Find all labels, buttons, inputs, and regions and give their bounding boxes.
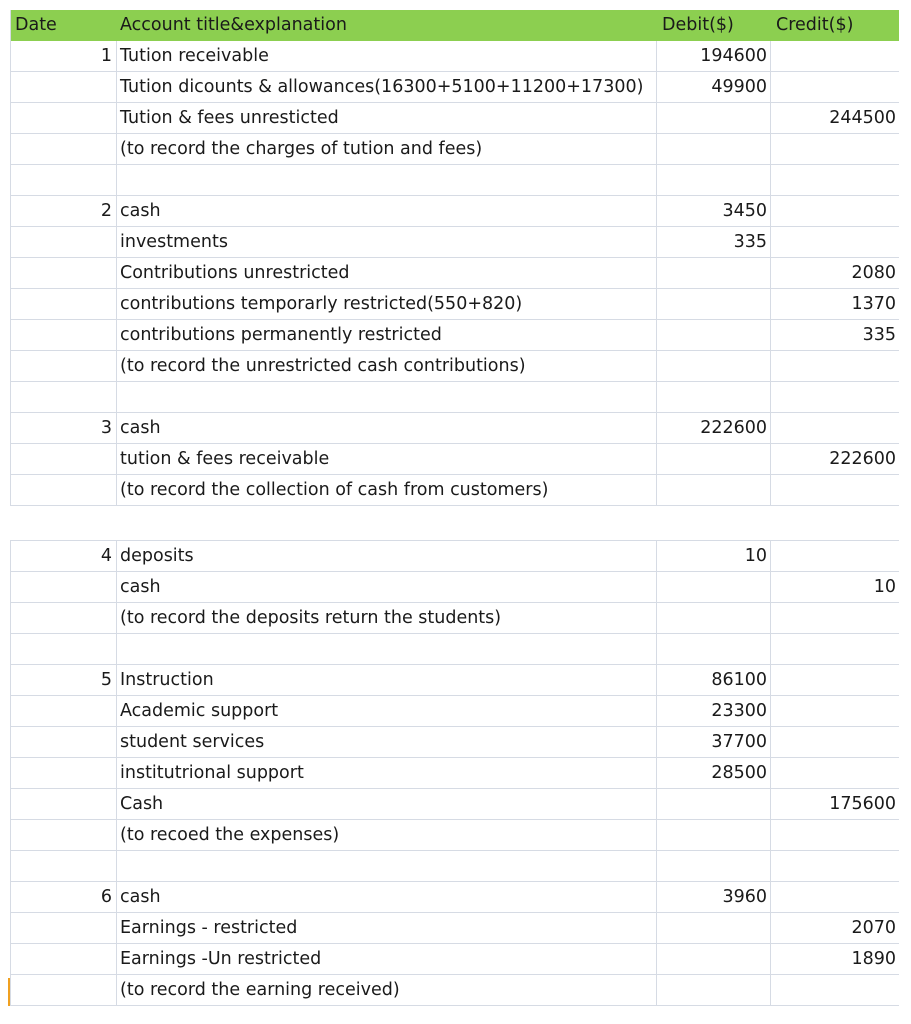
- cell-debit[interactable]: [657, 634, 771, 664]
- cell-debit[interactable]: [657, 975, 771, 1005]
- cell-date[interactable]: [11, 758, 117, 788]
- table-row: [11, 41, 899, 72]
- cell-credit[interactable]: [771, 820, 899, 850]
- cell-account-title[interactable]: cash: [117, 882, 657, 912]
- cell-account-title[interactable]: Tution dicounts & allowances(16300+5100+11200+17300): [117, 72, 657, 102]
- cell-date[interactable]: 1: [11, 41, 117, 71]
- cell-debit[interactable]: 10: [657, 541, 771, 571]
- table-row: [11, 572, 899, 603]
- cell-credit[interactable]: [771, 696, 899, 726]
- table-row: [11, 696, 899, 727]
- table-row: [11, 289, 899, 320]
- cell-account-title[interactable]: (to recoed the expenses): [117, 820, 657, 850]
- table-row: [11, 665, 899, 696]
- cell-credit[interactable]: [771, 634, 899, 664]
- cell-date[interactable]: [11, 975, 117, 1005]
- cell-credit[interactable]: 1890: [851, 949, 896, 969]
- cell-credit[interactable]: [771, 165, 899, 195]
- cell-account-title[interactable]: tution & fees receivable: [117, 444, 657, 474]
- table-row: [11, 444, 899, 475]
- cell-account-title[interactable]: cash: [117, 572, 657, 602]
- table-row: [11, 727, 899, 758]
- header-credit[interactable]: Credit($): [776, 15, 854, 35]
- cell-account-title[interactable]: Instruction: [117, 665, 657, 695]
- cell-account-title[interactable]: (to record the collection of cash from customers): [117, 475, 657, 505]
- cell-account-title[interactable]: [117, 165, 657, 195]
- cell-credit[interactable]: 1370: [851, 294, 896, 314]
- cell-date[interactable]: 2: [11, 196, 117, 226]
- cell-debit[interactable]: 3960: [657, 882, 771, 912]
- cell-credit[interactable]: [771, 975, 899, 1005]
- cell-account-title[interactable]: institutrional support: [117, 758, 657, 788]
- cell-account-title[interactable]: Tution & fees unresticted: [117, 103, 657, 133]
- cell-credit[interactable]: [771, 665, 899, 695]
- cell-date[interactable]: [11, 634, 117, 664]
- cell-credit[interactable]: [771, 227, 899, 257]
- cell-debit[interactable]: [657, 603, 771, 633]
- table-row: [11, 603, 899, 634]
- cell-date[interactable]: 5: [11, 665, 117, 695]
- cell-date[interactable]: [11, 913, 117, 943]
- table-row: [11, 541, 899, 572]
- cell-account-title[interactable]: contributions permanently restricted: [117, 320, 657, 350]
- header-account-title[interactable]: Account title&explanation: [120, 15, 347, 35]
- cell-credit[interactable]: 244500: [829, 108, 896, 128]
- cell-debit[interactable]: [657, 913, 771, 943]
- cell-date[interactable]: 6: [11, 882, 117, 912]
- cell-account-title[interactable]: contributions temporarly restricted(550+820): [117, 289, 657, 319]
- cell-debit[interactable]: [657, 134, 771, 164]
- sheet-gap: [0, 511, 911, 539]
- cell-credit[interactable]: [771, 851, 899, 881]
- table-row: [11, 944, 899, 975]
- cell-date[interactable]: [11, 72, 117, 102]
- cell-account-title[interactable]: deposits: [117, 541, 657, 571]
- cell-debit[interactable]: [657, 103, 771, 133]
- cell-debit[interactable]: 28500: [657, 758, 771, 788]
- cell-credit[interactable]: [771, 541, 899, 571]
- cell-debit[interactable]: [657, 820, 771, 850]
- cell-debit[interactable]: 86100: [657, 665, 771, 695]
- cell-account-title[interactable]: [117, 851, 657, 881]
- cell-account-title[interactable]: student services: [117, 727, 657, 757]
- cell-debit[interactable]: [657, 789, 771, 819]
- table-row: [11, 758, 899, 789]
- cell-date[interactable]: [11, 572, 117, 602]
- cell-debit[interactable]: 335: [657, 227, 771, 257]
- cell-date[interactable]: [11, 603, 117, 633]
- journal-table-bottom: [10, 540, 899, 1006]
- cell-credit[interactable]: [771, 72, 899, 102]
- table-row: [11, 320, 899, 351]
- cell-date[interactable]: [11, 444, 117, 474]
- cell-account-title[interactable]: (to record the charges of tution and fees): [117, 134, 657, 164]
- cell-credit[interactable]: [771, 758, 899, 788]
- cell-account-title[interactable]: (to record the deposits return the students): [117, 603, 657, 633]
- cell-credit[interactable]: [771, 196, 899, 226]
- cell-credit[interactable]: [771, 727, 899, 757]
- cell-debit[interactable]: 37700: [657, 727, 771, 757]
- table-row: [11, 351, 899, 382]
- cell-account-title[interactable]: cash: [117, 413, 657, 443]
- cell-credit[interactable]: 222600: [829, 449, 896, 469]
- cell-date[interactable]: [11, 851, 117, 881]
- cell-account-title[interactable]: (to record the unrestricted cash contributions): [117, 351, 657, 381]
- cell-date[interactable]: [11, 227, 117, 257]
- cell-debit[interactable]: [657, 444, 771, 474]
- table-row: [11, 165, 899, 196]
- header-debit[interactable]: Debit($): [662, 15, 734, 35]
- cell-account-title[interactable]: [117, 634, 657, 664]
- table-row: [11, 475, 899, 506]
- table-row: [11, 913, 899, 944]
- cell-date[interactable]: [11, 258, 117, 288]
- table-row: [11, 882, 899, 913]
- cell-date[interactable]: [11, 475, 117, 505]
- cell-date[interactable]: [11, 103, 117, 133]
- cell-account-title[interactable]: Academic support: [117, 696, 657, 726]
- row-selection-marker: [8, 978, 10, 1006]
- cell-date[interactable]: [11, 134, 117, 164]
- cell-date[interactable]: 4: [11, 541, 117, 571]
- cell-account-title[interactable]: investments: [117, 227, 657, 257]
- header-row: [11, 10, 899, 41]
- cell-debit[interactable]: 3450: [657, 196, 771, 226]
- cell-credit[interactable]: 2080: [851, 263, 896, 283]
- table-row: [11, 413, 899, 444]
- cell-debit[interactable]: [657, 320, 771, 350]
- cell-credit[interactable]: [771, 882, 899, 912]
- cell-date[interactable]: [11, 820, 117, 850]
- cell-credit[interactable]: 10: [873, 577, 896, 597]
- cell-date[interactable]: [11, 165, 117, 195]
- cell-debit[interactable]: [657, 382, 771, 412]
- cell-debit[interactable]: [657, 351, 771, 381]
- cell-date[interactable]: [11, 789, 117, 819]
- cell-debit[interactable]: [657, 572, 771, 602]
- cell-credit[interactable]: [771, 475, 899, 505]
- cell-credit[interactable]: [771, 603, 899, 633]
- cell-account-title[interactable]: [117, 382, 657, 412]
- cell-date[interactable]: [11, 944, 117, 974]
- cell-credit[interactable]: [771, 41, 899, 71]
- cell-credit[interactable]: 175600: [829, 794, 896, 814]
- cell-date[interactable]: [11, 289, 117, 319]
- cell-debit[interactable]: [657, 944, 771, 974]
- cell-credit[interactable]: [771, 382, 899, 412]
- cell-date[interactable]: [11, 320, 117, 350]
- cell-date[interactable]: [11, 696, 117, 726]
- cell-debit[interactable]: [657, 289, 771, 319]
- cell-account-title[interactable]: Contributions unrestricted: [117, 258, 657, 288]
- cell-date[interactable]: [11, 727, 117, 757]
- table-row: [11, 134, 899, 165]
- table-row: [11, 851, 899, 882]
- cell-date[interactable]: [11, 382, 117, 412]
- cell-debit[interactable]: 49900: [657, 72, 771, 102]
- cell-account-title[interactable]: cash: [117, 196, 657, 226]
- cell-credit[interactable]: [771, 351, 899, 381]
- journal-table-top: [10, 10, 899, 506]
- cell-debit[interactable]: [657, 851, 771, 881]
- table-row: [11, 789, 899, 820]
- table-row: [11, 975, 899, 1006]
- cell-account-title[interactable]: (to record the earning received): [117, 975, 657, 1005]
- cell-credit[interactable]: [771, 413, 899, 443]
- table-row: [11, 634, 899, 665]
- table-row: [11, 382, 899, 413]
- header-date[interactable]: Date: [15, 15, 57, 35]
- table-row: [11, 258, 899, 289]
- cell-debit[interactable]: 23300: [657, 696, 771, 726]
- cell-date[interactable]: [11, 351, 117, 381]
- cell-credit[interactable]: 2070: [851, 918, 896, 938]
- cell-credit[interactable]: [771, 134, 899, 164]
- cell-debit[interactable]: [657, 165, 771, 195]
- table-row: [11, 196, 899, 227]
- cell-credit[interactable]: 335: [862, 325, 896, 345]
- cell-debit[interactable]: [657, 258, 771, 288]
- table-row: [11, 227, 899, 258]
- cell-account-title[interactable]: Earnings - restricted: [117, 913, 657, 943]
- cell-account-title[interactable]: Earnings -Un restricted: [117, 944, 657, 974]
- cell-date[interactable]: 3: [11, 413, 117, 443]
- cell-debit[interactable]: 222600: [657, 413, 771, 443]
- table-row: [11, 820, 899, 851]
- cell-account-title[interactable]: Cash: [117, 789, 657, 819]
- cell-account-title[interactable]: Tution receivable: [117, 41, 657, 71]
- cell-debit[interactable]: 194600: [657, 41, 771, 71]
- table-row: [11, 72, 899, 103]
- cell-debit[interactable]: [657, 475, 771, 505]
- table-row: [11, 103, 899, 134]
